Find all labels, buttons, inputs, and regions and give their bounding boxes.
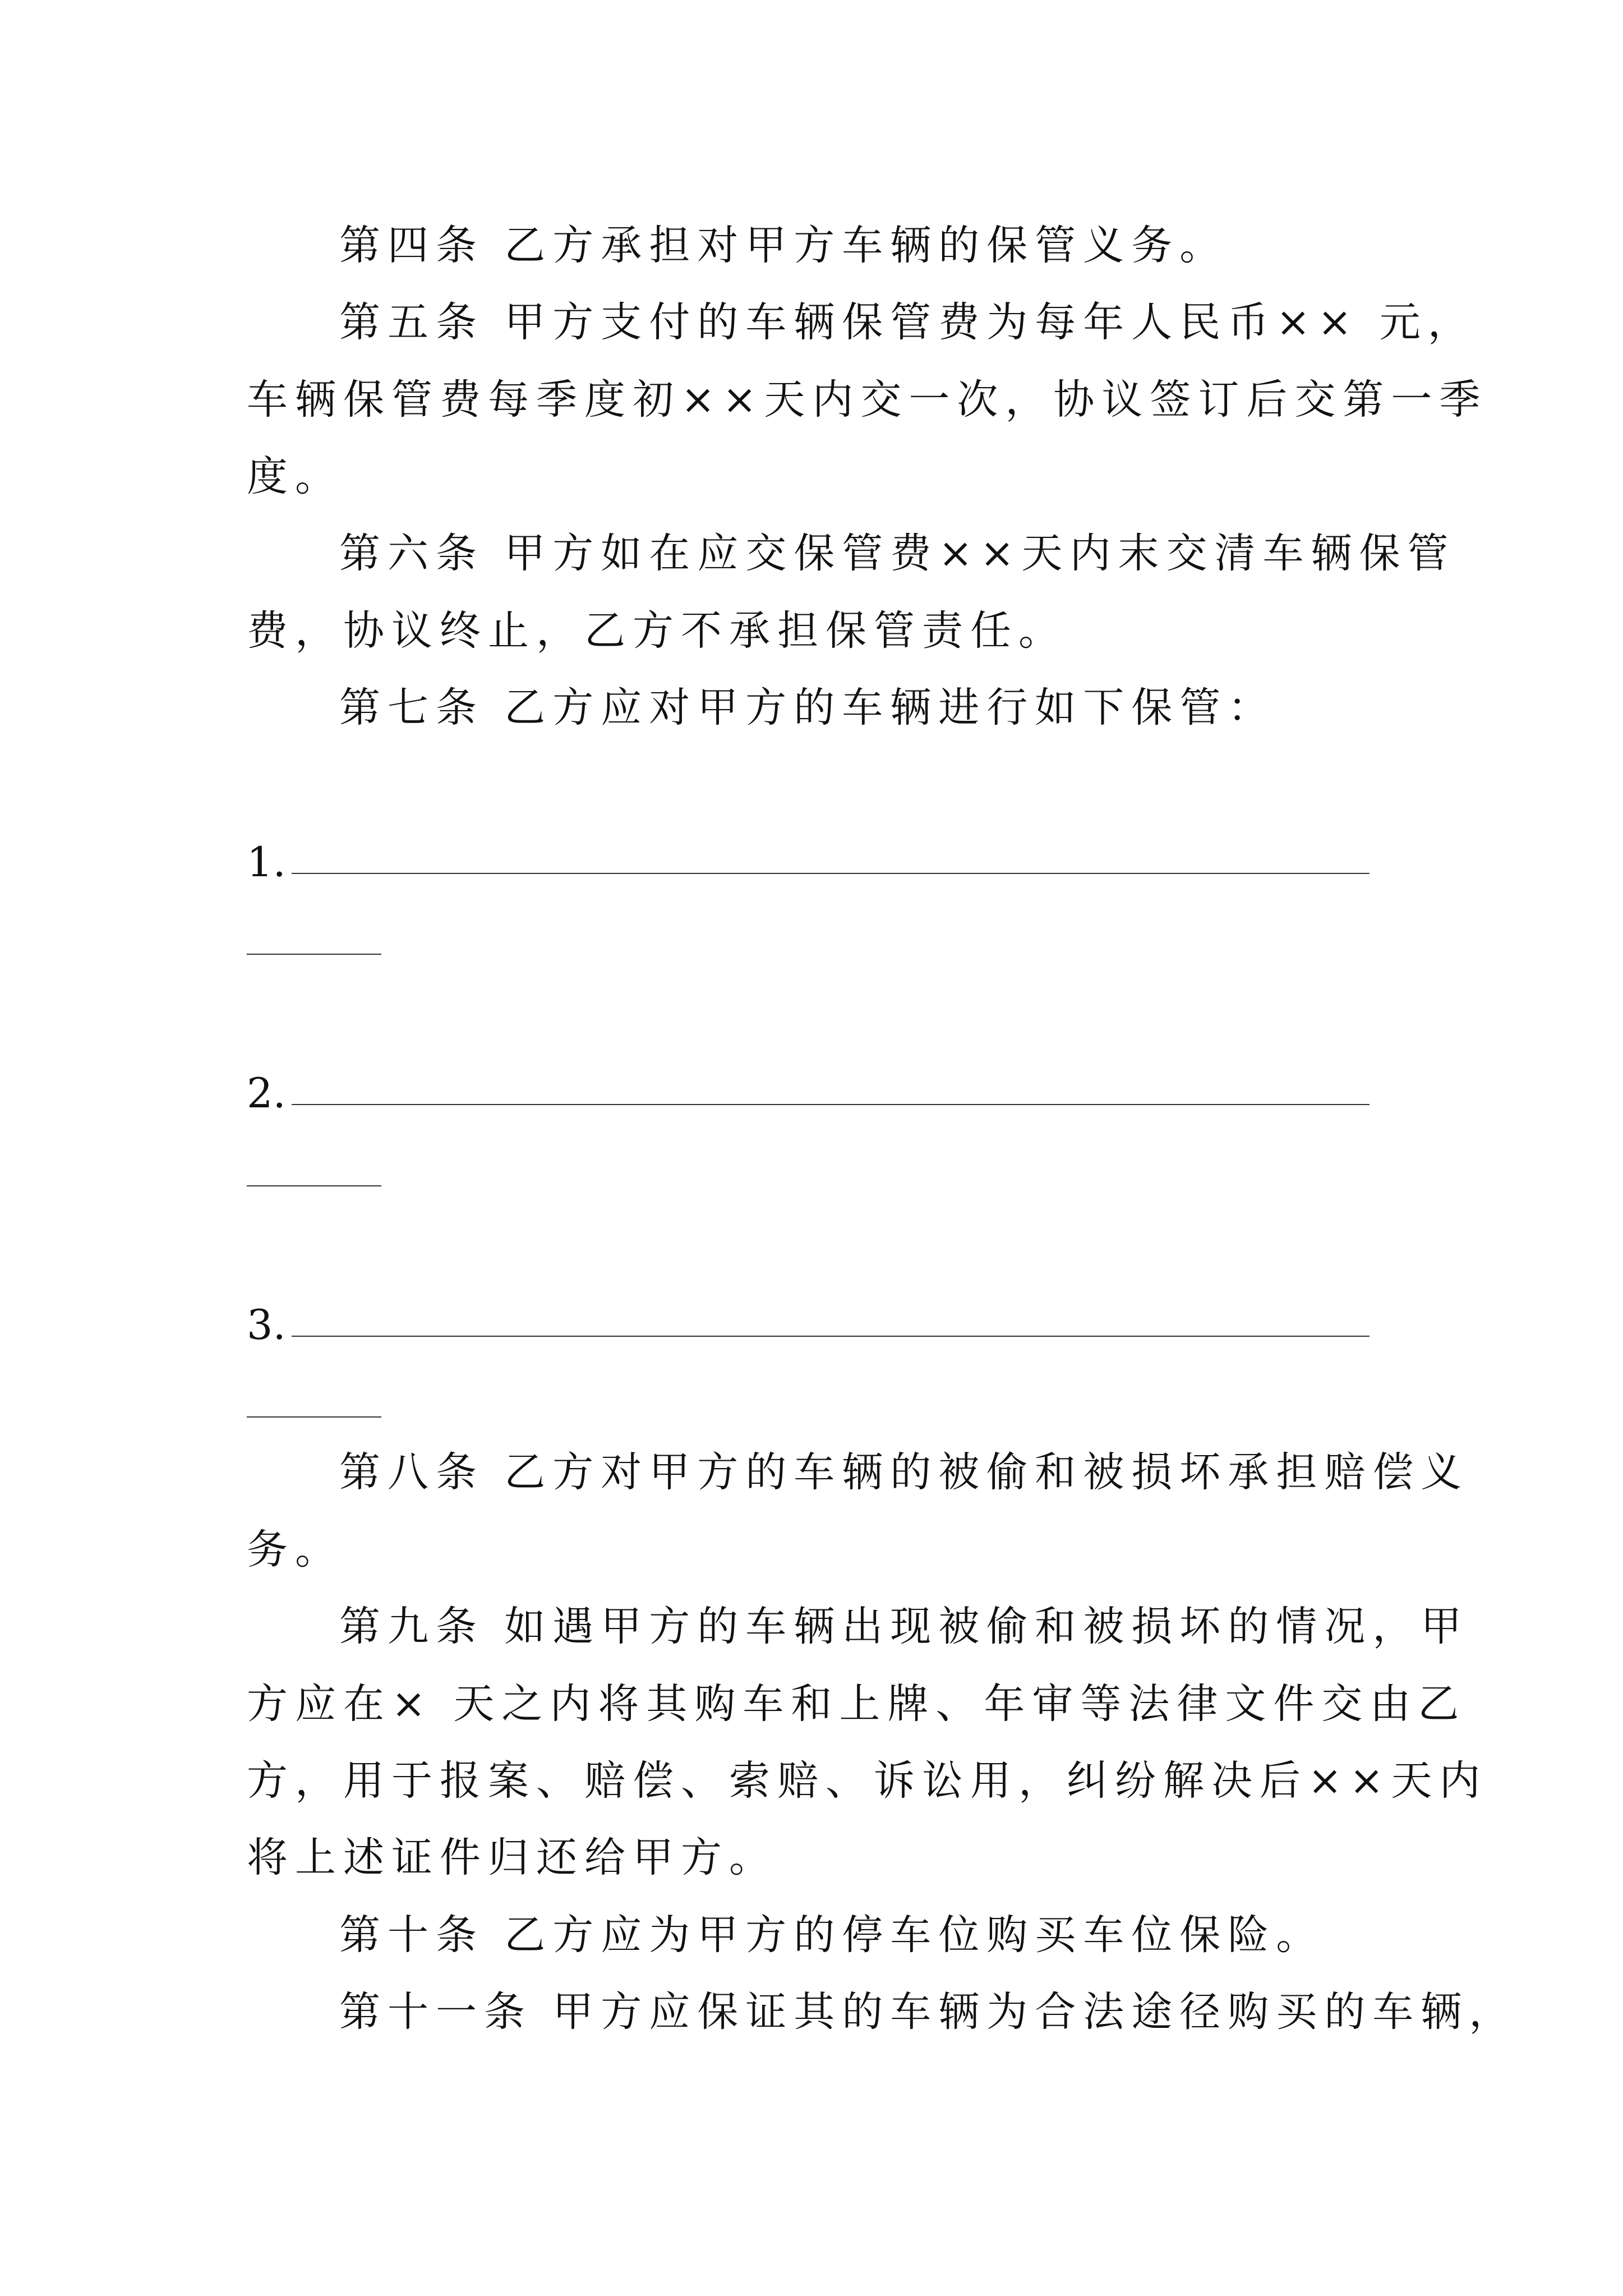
article-5-line-3: 度。 (247, 453, 343, 500)
article-9-line-1: 第九条 如遇甲方的车辆出现被偷和被损坏的情况，甲 (339, 1603, 1469, 1650)
article-11-line-1: 第十一条 甲方应保证其的车辆为合法途径购买的车辆， (339, 1988, 1518, 2036)
fill-in-line (292, 1104, 1370, 1105)
blank-item-number: 2. (247, 1070, 286, 1117)
fill-in-line-continuation (247, 1416, 381, 1418)
fill-in-line-continuation (247, 954, 381, 955)
blank-item-2 (247, 1066, 1368, 1122)
fill-in-line-continuation (247, 1185, 381, 1186)
article-5-line-2: 车辆保管费每季度初××天内交一次，协议签订后交第一季 (247, 376, 1488, 424)
article-8-line-1: 第八条 乙方对甲方的车辆的被偷和被损坏承担赔偿义 (339, 1448, 1469, 1496)
article-8-line-2: 务。 (247, 1526, 343, 1573)
article-9-line-2: 方应在× 天之内将其购车和上牌、年审等法律文件交由乙 (247, 1680, 1467, 1728)
article-4-line: 第四条 乙方承担对甲方车辆的保管义务。 (339, 222, 1228, 269)
blank-item-number: 3. (247, 1301, 286, 1349)
blank-item-1 (247, 835, 1368, 891)
blank-item-number: 1. (247, 839, 286, 886)
article-9-line-4: 将上述证件归还给甲方。 (247, 1834, 777, 1881)
article-7-line: 第七条 乙方应对甲方的车辆进行如下保管： (339, 684, 1276, 731)
blank-item-3 (247, 1297, 1368, 1354)
article-5-line-1: 第五条 甲方支付的车辆保管费为每年人民币×× 元， (339, 298, 1476, 346)
article-6-line-2: 费，协议终止，乙方不承担保管责任。 (247, 607, 1067, 655)
fill-in-line (292, 873, 1370, 874)
article-6-line-1: 第六条 甲方如在应交保管费××天内末交清车辆保管 (339, 530, 1456, 577)
article-10-line: 第十条 乙方应为甲方的停车位购买车位保险。 (339, 1911, 1325, 1959)
fill-in-line (292, 1336, 1370, 1337)
article-9-line-3: 方，用于报案、赔偿、索赔、诉讼用，纠纷解决后××天内 (247, 1757, 1488, 1805)
